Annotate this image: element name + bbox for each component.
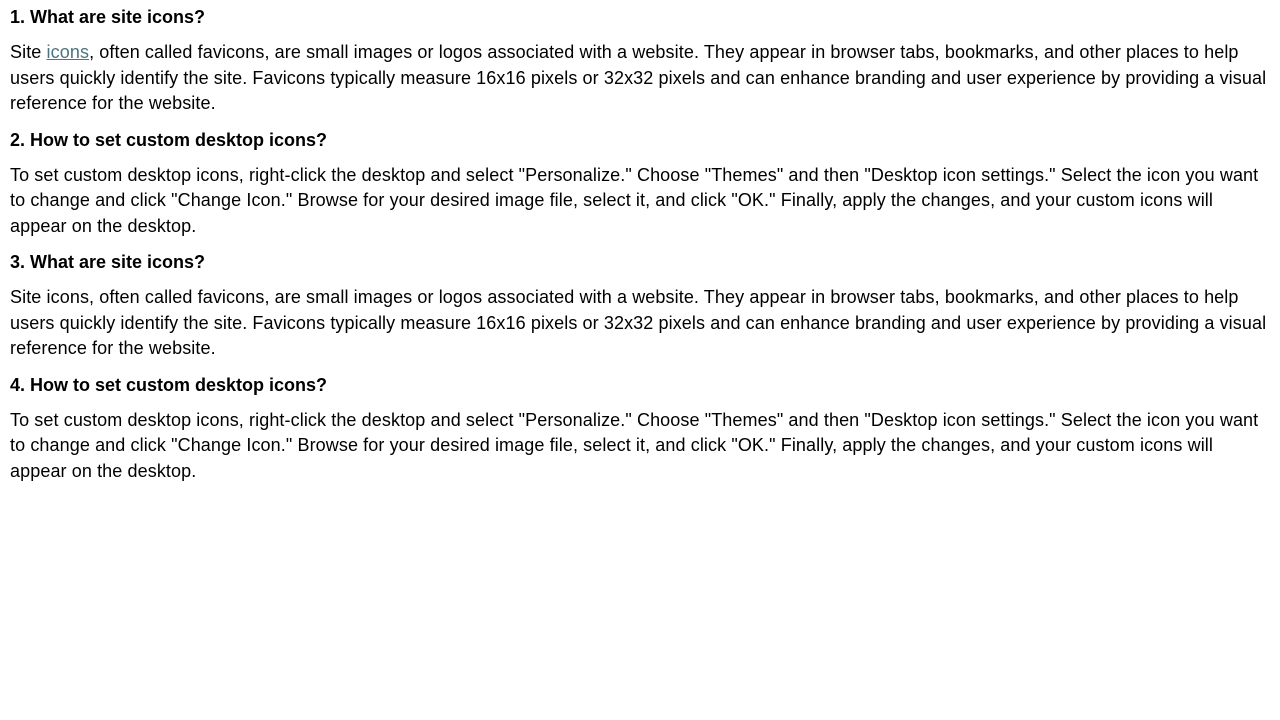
faq-answer-text: , often called favicons, are small images or logos associated with a website. They appear in browser tabs, bookmarks, and other places to help users quickly identify the site. Favicons typically measure 16x16 pixels or 32x32 pixels and can enhance branding and user experience by providing a visual reference for the website.: [10, 42, 1267, 113]
faq-item: [10, 372, 1270, 485]
faq-answer-text: Site: [10, 42, 47, 62]
faq-question: 3. What are site icons?: [10, 252, 206, 272]
faq-item: [10, 249, 1270, 362]
faq-answer: Site icons, often called favicons, are small images or logos associated with a website. They appear in browser tabs, bookmarks, and other places to help users quickly identify the site. Favicons typically measure 16x16 pixels or 32x32 pixels and can enhance branding and user experience by providing a visual reference for the website.: [10, 287, 1267, 358]
faq-item: [10, 127, 1270, 240]
faq-question: 4. How to set custom desktop icons?: [10, 374, 328, 395]
faq-question: 2. How to set custom desktop icons?: [10, 129, 328, 150]
icons-link[interactable]: icons: [46, 42, 90, 62]
faq-answer: [10, 40, 1270, 117]
faq-answer: To set custom desktop icons, right-click the desktop and select "Personalize." Choose "Themes" and then "Desktop icon settings." Select the icon you want to change and click "Change Icon." Browse for your desired image file, select it, and click "OK." Finally, apply the changes, and your custom icons will appear on the desktop.: [10, 409, 1259, 481]
faq-item: [10, 4, 1270, 117]
faq-answer: To set custom desktop icons, right-click the desktop and select "Personalize." Choose "Themes" and then "Desktop icon settings." Select the icon you want to change and click "Change Icon." Browse for your desired image file, select it, and click "OK." Finally, apply the changes, and your custom icons will appear on the desktop.: [10, 164, 1259, 236]
faq-question: 1. What are site icons?: [10, 7, 206, 27]
